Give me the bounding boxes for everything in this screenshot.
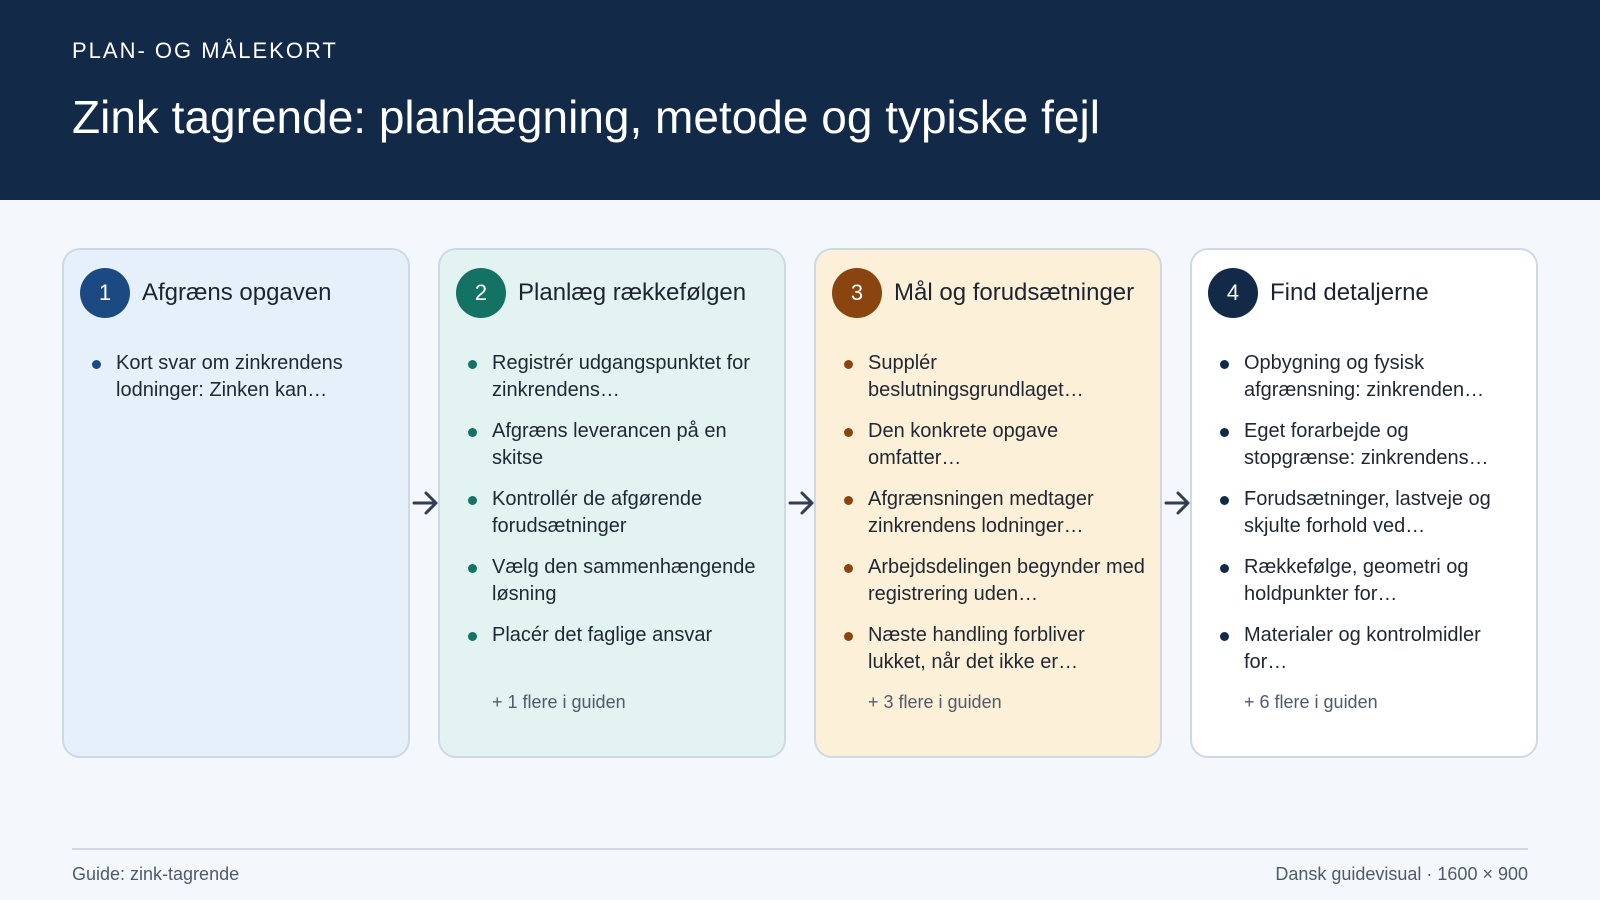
bullet-dot-icon: [1220, 632, 1229, 641]
step-item-text: Arbejdsdelingen begynder med registrering uden…: [868, 556, 1145, 605]
more-in-guide-link[interactable]: + 6 flere i guiden: [1244, 692, 1378, 712]
step-item: [844, 554, 1146, 608]
step-item-text: Registrér udgangspunktet for zinkrendens…: [492, 352, 750, 401]
header-band: [0, 0, 1600, 200]
bullet-dot-icon: [1220, 496, 1229, 505]
bullet-dot-icon: [844, 428, 853, 437]
step-item-text: Kontrollér de afgørende forudsætninger: [492, 488, 703, 537]
step-item-text: Eget forarbejde og stopgrænse: zinkrendens…: [1244, 420, 1489, 469]
bullet-dot-icon: [92, 360, 101, 369]
step-number-badge: 4: [1208, 268, 1258, 318]
step-item-text: Materialer og kontrolmidler for…: [1244, 624, 1481, 673]
step-item-text: Vælg den sammenhængende løsning: [492, 556, 756, 605]
step-item: [92, 350, 394, 404]
footer-divider: [72, 848, 1528, 850]
step-item-list: [844, 350, 1146, 690]
step-title: Planlæg rækkefølgen: [518, 279, 747, 306]
step-card-header: [832, 268, 1134, 318]
bullet-dot-icon: [1220, 428, 1229, 437]
step-title: Mål og forudsætninger: [894, 279, 1135, 306]
step-item-text: Den konkrete opgave omfatter…: [868, 420, 1059, 469]
step-item: [1220, 350, 1522, 404]
step-number-badge: 2: [456, 268, 506, 318]
arrow-right-icon: [1164, 490, 1192, 516]
step-card-3: [814, 248, 1162, 758]
step-card-header: [80, 268, 331, 318]
step-item-text: Afgræns leverancen på en skitse: [492, 420, 727, 469]
page-title: Zink tagrende: planlægning, metode og typiske fejl: [72, 91, 1100, 143]
step-item: [468, 554, 770, 608]
bullet-dot-icon: [844, 496, 853, 505]
bullet-dot-icon: [468, 564, 477, 573]
more-in-guide-link[interactable]: + 1 flere i guiden: [492, 692, 626, 712]
step-item-text: Forudsætninger, lastveje og skjulte forhold ved…: [1244, 488, 1491, 537]
step-item-text: Placér det faglige ansvar: [492, 624, 713, 646]
step-item-list: [1220, 350, 1522, 690]
bullet-dot-icon: [468, 428, 477, 437]
step-item: [844, 418, 1146, 472]
step-card-4: [1190, 248, 1538, 758]
step-item-text: Opbygning og fysisk afgrænsning: zinkrenden…: [1244, 352, 1485, 401]
more-in-guide-link[interactable]: + 3 flere i guiden: [868, 692, 1002, 712]
step-item-text: Supplér beslutningsgrundlaget…: [868, 352, 1084, 401]
step-number-badge: 3: [832, 268, 882, 318]
eyebrow-label: PLAN- OG MÅLEKORT: [72, 38, 338, 63]
step-number-badge: 1: [80, 268, 130, 318]
arrow-right-icon: [412, 490, 440, 516]
bullet-dot-icon: [1220, 360, 1229, 369]
step-item: [468, 418, 770, 472]
step-item: [1220, 622, 1522, 676]
step-item: [844, 622, 1146, 676]
step-item-list: [468, 350, 770, 663]
step-card-2: [438, 248, 786, 758]
arrow-right-icon: [788, 490, 816, 516]
step-item-text: Næste handling forbliver lukket, når det ikke er…: [868, 624, 1085, 673]
footer-meta-label: Dansk guidevisual · 1600 × 900: [1275, 864, 1528, 884]
step-item-text: Afgrænsningen medtager zinkrendens lodninger…: [868, 488, 1094, 537]
step-item: [468, 486, 770, 540]
bullet-dot-icon: [468, 496, 477, 505]
step-item: [1220, 554, 1522, 608]
step-item-text: Kort svar om zinkrendens lodninger: Zinken kan…: [116, 352, 343, 401]
bullet-dot-icon: [844, 564, 853, 573]
footer-guide-label: Guide: zink-tagrende: [72, 864, 240, 884]
step-item: [844, 486, 1146, 540]
bullet-dot-icon: [468, 360, 477, 369]
step-item-text: Rækkefølge, geometri og holdpunkter for…: [1244, 556, 1469, 605]
step-card-header: [456, 268, 746, 318]
step-card-header: [1208, 268, 1429, 318]
step-card-1: [62, 248, 410, 758]
step-item: [1220, 486, 1522, 540]
bullet-dot-icon: [844, 360, 853, 369]
step-item-list: [92, 350, 394, 418]
bullet-dot-icon: [844, 632, 853, 641]
step-title: Afgræns opgaven: [142, 279, 332, 306]
step-item: [468, 622, 770, 649]
step-item: [468, 350, 770, 404]
bullet-dot-icon: [1220, 564, 1229, 573]
step-item: [1220, 418, 1522, 472]
step-item: [844, 350, 1146, 404]
bullet-dot-icon: [468, 632, 477, 641]
step-title: Find detaljerne: [1270, 279, 1429, 306]
